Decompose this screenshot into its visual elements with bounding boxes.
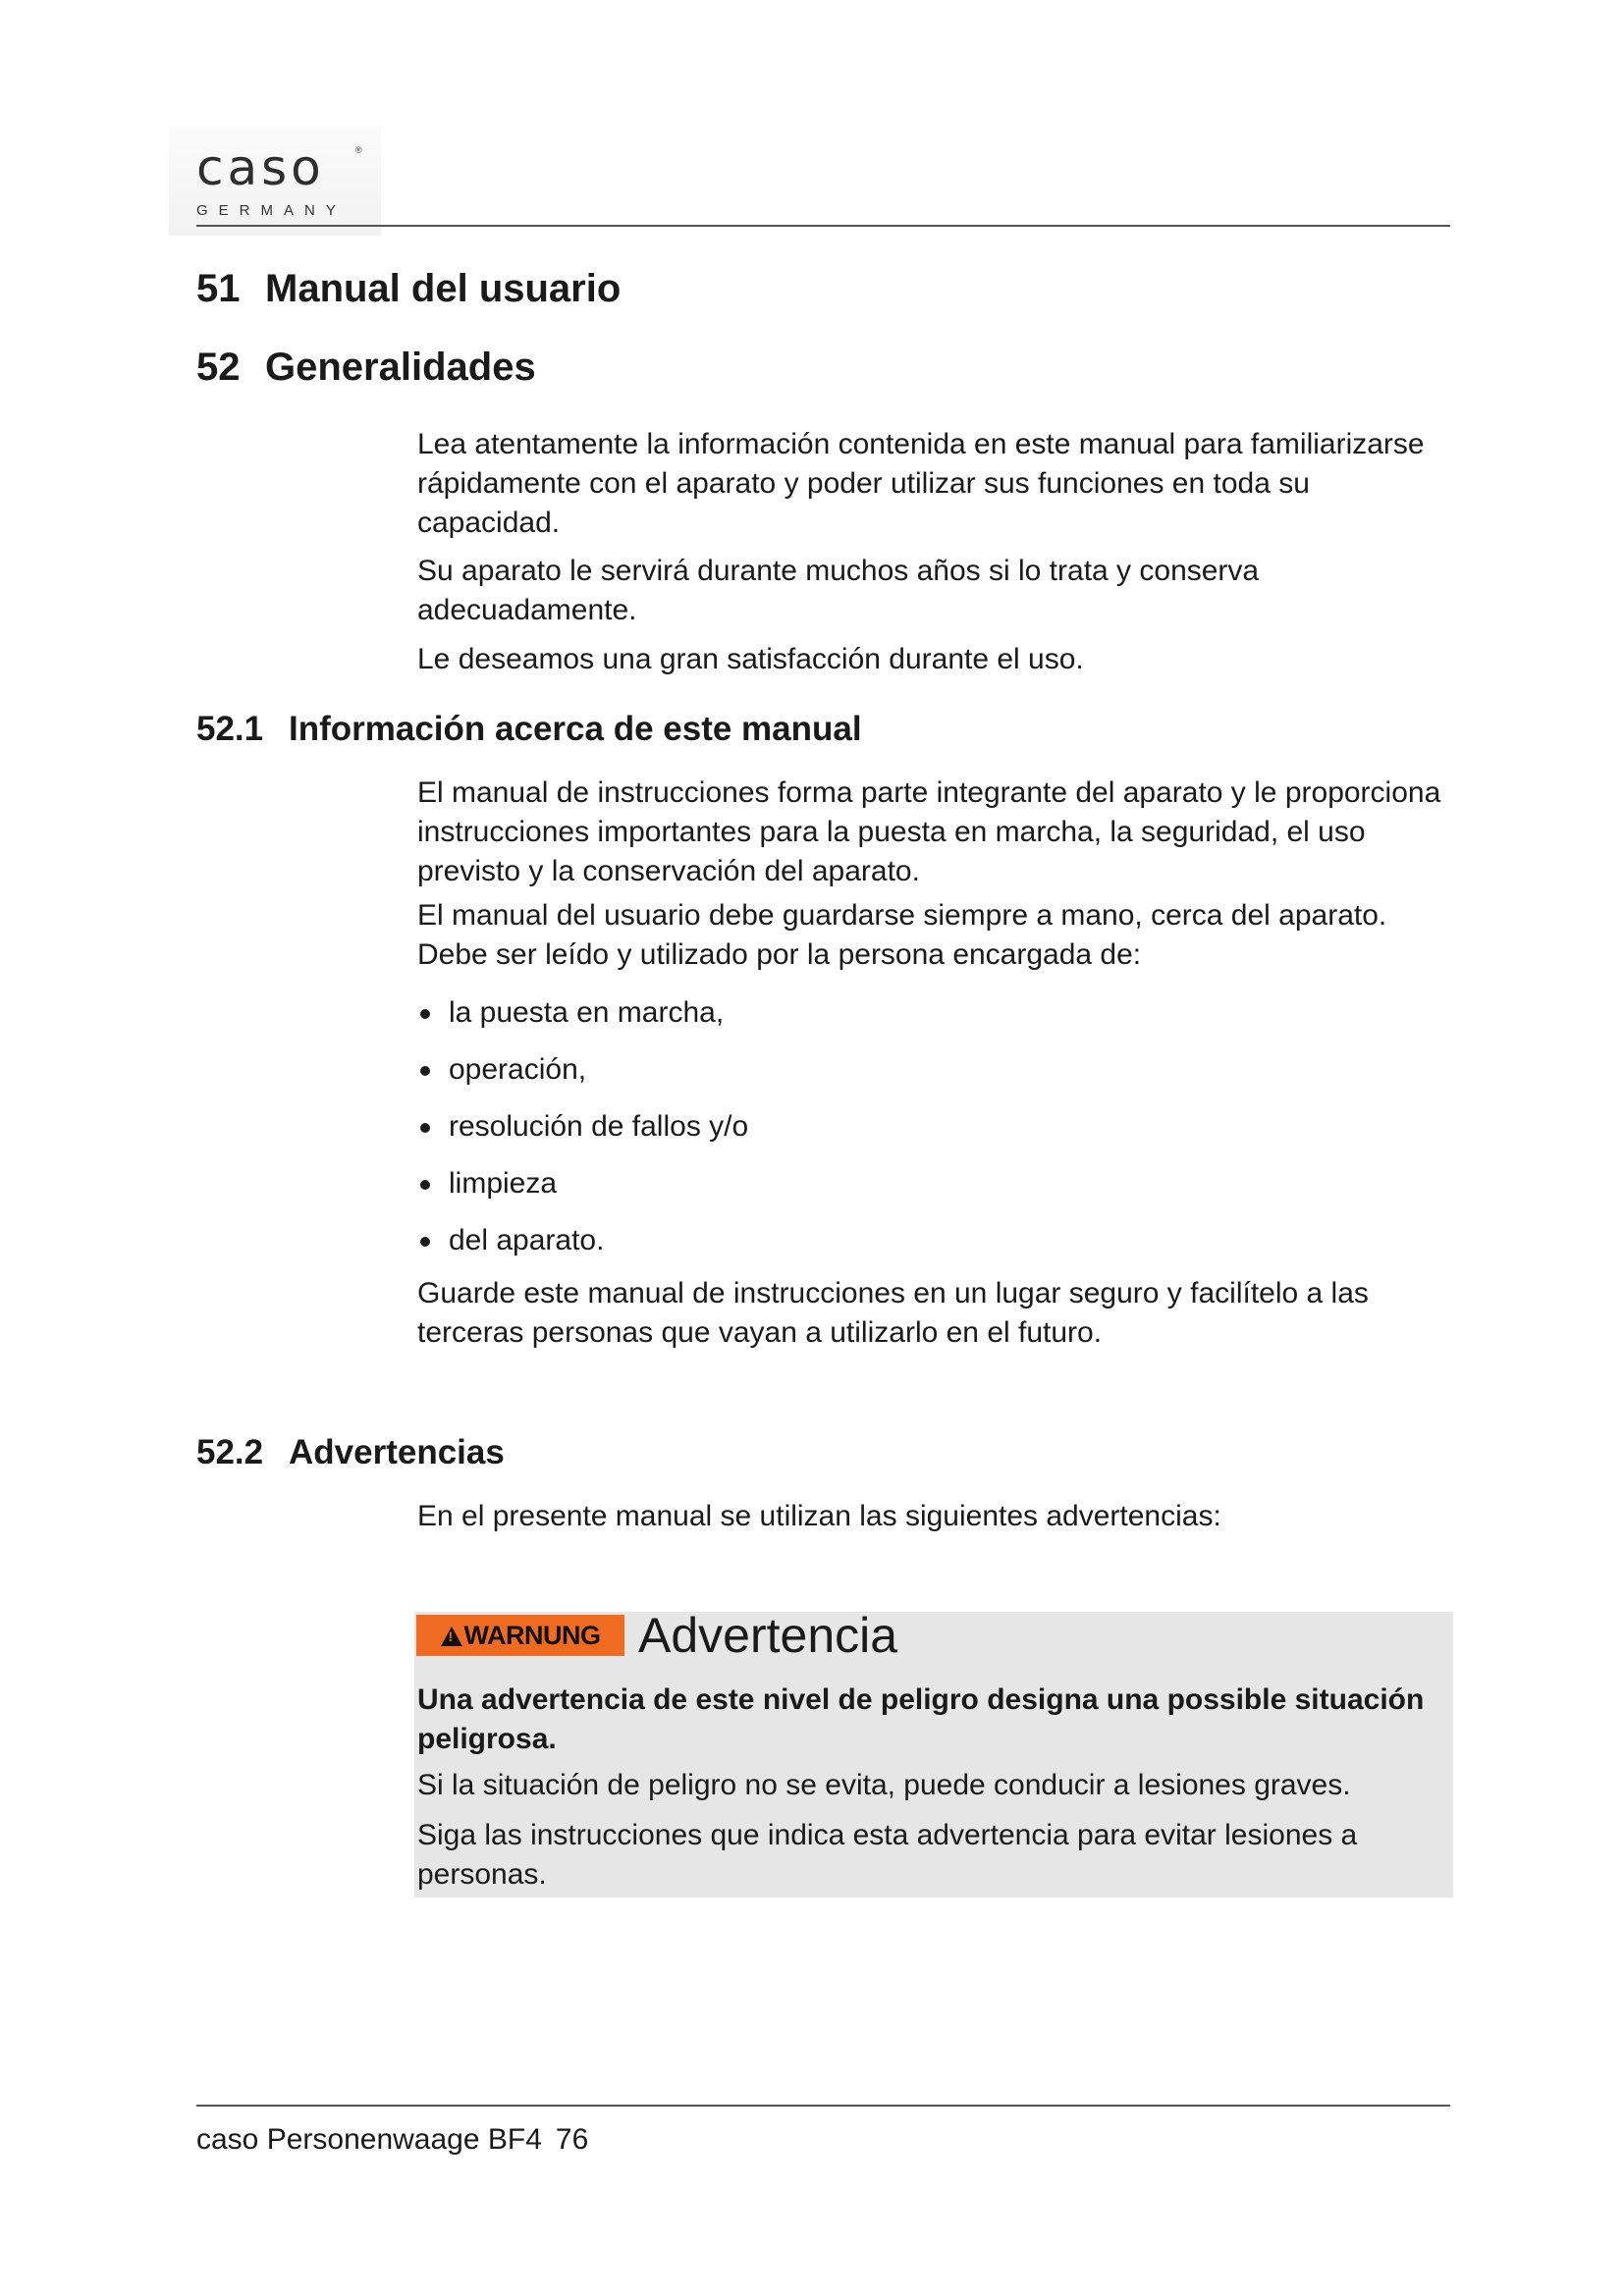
caso-logo bbox=[169, 126, 381, 236]
warning-text-2: Siga las instrucciones que indica esta advertencia para evitar lesiones a personas. bbox=[417, 1819, 1358, 1891]
warning-badge bbox=[416, 1615, 624, 1656]
heading-title: Manual del usuario bbox=[265, 267, 622, 310]
warning-bold-text: Una advertencia de este nivel de peligro designa una possible situación peligrosa. bbox=[417, 1683, 1425, 1755]
list-item bbox=[417, 1103, 748, 1160]
list-item bbox=[417, 1046, 748, 1103]
heading-title: Generalidades bbox=[265, 346, 536, 389]
heading-section-51 bbox=[196, 267, 621, 311]
generalidades-paragraph-3: Le deseamos una gran satisfacción durante el uso. bbox=[417, 643, 1084, 675]
heading-title: Advertencias bbox=[289, 1433, 505, 1471]
list-item-text: operación, bbox=[449, 1053, 587, 1086]
footer-product: caso Personenwaage BF4 bbox=[196, 2123, 542, 2156]
footer-divider bbox=[196, 2105, 1450, 2107]
informacion-bullet-list bbox=[417, 989, 748, 1274]
heading-section-52-1 bbox=[196, 710, 862, 749]
list-item bbox=[417, 1160, 748, 1217]
heading-section-52-2 bbox=[196, 1433, 505, 1472]
warning-triangle-icon bbox=[441, 1627, 462, 1646]
list-item bbox=[417, 1217, 748, 1274]
list-item-text: resolución de fallos y/o bbox=[449, 1110, 749, 1143]
warning-text-1: Si la situación de peligro no se evita, puede conducir a lesiones graves. bbox=[417, 1769, 1351, 1801]
advertencias-intro: En el presente manual se utilizan las siguientes advertencias: bbox=[417, 1500, 1221, 1532]
heading-number: 52 bbox=[196, 346, 241, 389]
logo-subtext: GERMANY bbox=[196, 202, 347, 219]
list-item bbox=[417, 989, 748, 1046]
heading-section-52 bbox=[196, 346, 536, 390]
page-number: 76 bbox=[555, 2123, 589, 2156]
bullet-icon bbox=[420, 1180, 430, 1190]
warning-badge-text: WARNUNG bbox=[463, 1621, 601, 1650]
footer bbox=[196, 2123, 588, 2157]
list-item-text: del aparato. bbox=[449, 1224, 605, 1256]
logo-registered-mark: ® bbox=[355, 145, 362, 155]
informacion-paragraph-1: El manual de instrucciones forma parte integrante del aparato y le proporciona instrucciones importantes para la puesta en marcha, la seguridad, el uso previsto y la conservación del aparato. bbox=[417, 776, 1441, 887]
informacion-paragraph-3: Guarde este manual de instrucciones en un lugar seguro y facilítelo a las terceras personas que vayan a utilizarlo en el futuro. bbox=[417, 1277, 1369, 1349]
list-item-text: la puesta en marcha, bbox=[449, 996, 725, 1029]
bullet-icon bbox=[420, 1123, 430, 1133]
heading-number: 52.1 bbox=[196, 710, 264, 748]
bullet-icon bbox=[420, 1009, 430, 1019]
warning-title: Advertencia bbox=[638, 1608, 898, 1663]
list-item-text: limpieza bbox=[449, 1167, 558, 1200]
bullet-icon bbox=[420, 1237, 430, 1247]
bullet-icon bbox=[420, 1066, 430, 1076]
generalidades-paragraph-2: Su aparato le servirá durante muchos años si lo trata y conserva adecuadamente. bbox=[417, 555, 1260, 626]
heading-title: Información acerca de este manual bbox=[289, 710, 862, 748]
generalidades-paragraph-1: Lea atentamente la información contenida en este manual para familiarizarse rápidamente con el aparato y poder utilizar sus funciones en toda su capacidad. bbox=[417, 428, 1425, 539]
header-divider bbox=[196, 225, 1450, 227]
logo-wordmark: caso bbox=[196, 139, 325, 196]
heading-number: 52.2 bbox=[196, 1433, 264, 1471]
heading-number: 51 bbox=[196, 267, 241, 310]
informacion-paragraph-2: El manual del usuario debe guardarse siempre a mano, cerca del aparato. Debe ser leído y utilizado por la persona encargada de: bbox=[417, 899, 1387, 971]
warning-box bbox=[414, 1608, 1453, 1897]
